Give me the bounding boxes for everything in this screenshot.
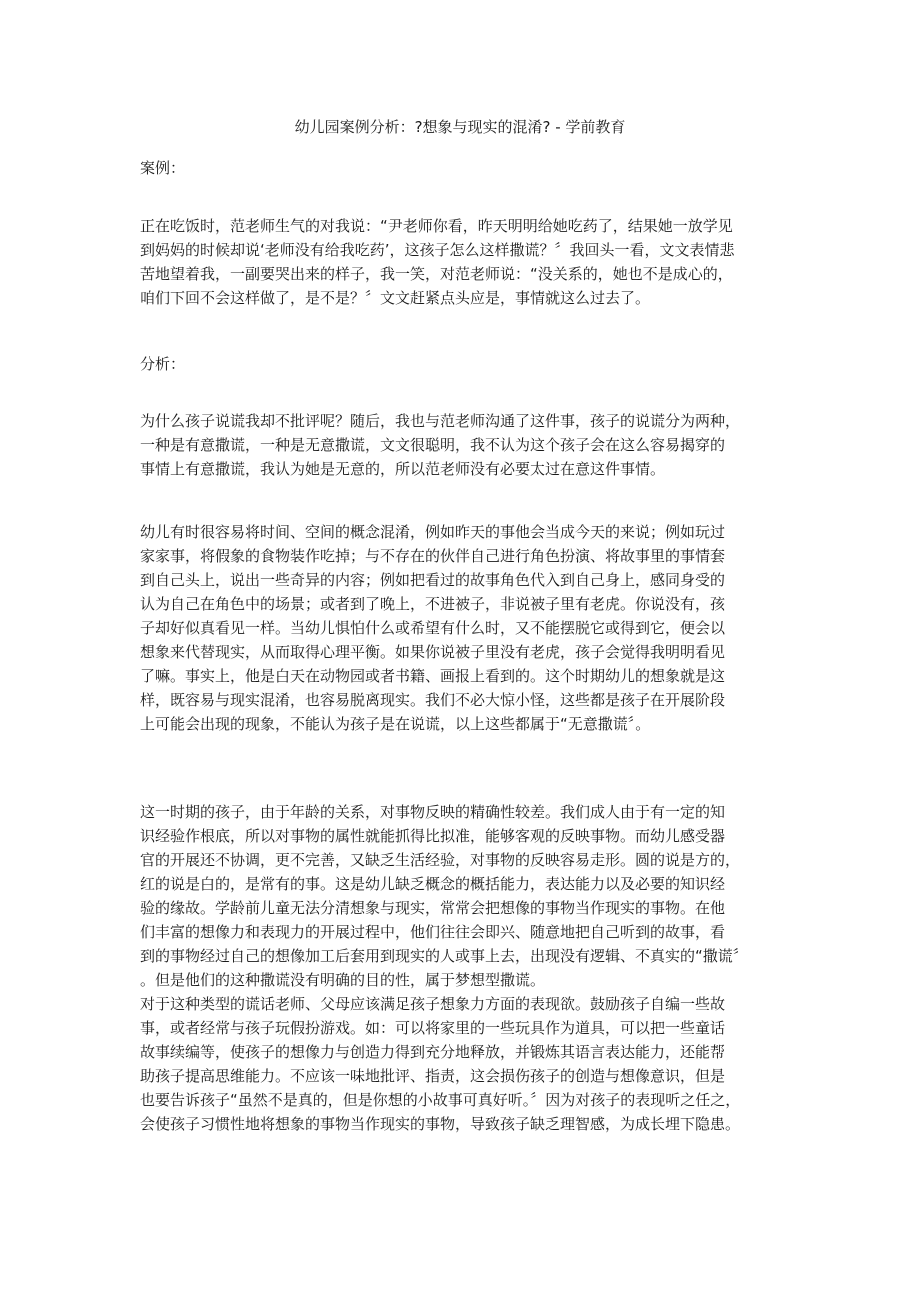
text-line: 想象来代替现实，从而取得心理平衡。如果你说被子里没有老虎，孩子会觉得我明明看见 [140,643,726,661]
text-line: 事情上有意撒谎，我认为她是无意的，所以范老师没有必要太过在意这件事情。 [140,460,666,478]
text-line: 。但是他们的这种撒谎没有明确的目的性，属于梦想型撒谎。 [140,971,546,989]
text-line: 也要告诉孩子“虽然不是真的，但是你想的小故事可真好听。〞因为对孩子的表现听之任之， [140,1091,741,1109]
text-line: 上可能会出现的现象，不能认为孩子是在说谎，以上这些都属于“无意撒谎〞。 [140,715,651,733]
text-line: 苦地望着我，一副要哭出来的样子，我一笑，对范老师说：“没关系的，她也不是成心的， [140,265,733,283]
analysis-heading [140,352,800,376]
text-line: 事，或者经常与孩子玩假扮游戏。如：可以将家里的一些玩具作为道具，可以把一些童话 [140,1019,726,1037]
text-line: 样，既容易与现实混淆，也容易脱离现实。我们不必大惊小怪，这些都是孩子在开展阶段 [140,691,726,709]
analysis-paragraph-3 [140,800,800,1136]
text-line: 到的事物经过自己的想像加工后套用到现实的人或事上去，出现没有逻辑、不真实的“撒谎〞 [140,947,748,965]
document-title: 幼儿园案例分析：?想象与现实的混淆? - 学前教育 [294,118,626,136]
text-line: 识经验作根底，所以对事物的属性就能抓得比拟准，能够客观的反映事物。而幼儿感受器 [140,827,726,845]
text-line: 为什么孩子说谎我却不批评呢？随后，我也与范老师沟通了这件事，孩子的说谎分为两种， [140,412,741,430]
text-line: 红的说是白的，是常有的事。这是幼儿缺乏概念的概括能力，表达能力以及必要的知识经 [140,875,726,893]
analysis-paragraph-1 [140,409,800,481]
text-line: 家家事，将假象的食物装作吃掉；与不存在的伙伴自己进行角色扮演、将故事里的事情套 [140,547,726,565]
text-line: 幼儿有时很容易将时间、空间的概念混淆，例如昨天的事他会当成今天的来说；例如玩过 [140,523,726,541]
text-line: 子却好似真看见一样。当幼儿惧怕什么或希望有什么时，又不能摆脱它或得到它，便会以 [140,619,726,637]
case-heading [140,156,800,180]
text-line: 这一时期的孩子，由于年龄的关系，对事物反映的精确性较差。我们成人由于有一定的知 [140,803,726,821]
text-line: 认为自己在角色中的场景；或者到了晚上，不进被子，非说被子里有老虎。你说没有，孩 [140,595,726,613]
text-line: 们丰富的想像力和表现力的开展过程中，他们往往会即兴、随意地把自己听到的故事，看 [140,923,726,941]
text-line: 会使孩子习惯性地将想象的事物当作现实的事物，导致孩子缺乏理智感，为成长埋下隐患。 [140,1115,741,1133]
text-line: 对于这种类型的谎话老师、父母应该满足孩子想象力方面的表现欲。鼓励孩子自编一些故 [140,995,726,1013]
analysis-paragraph-2 [140,520,800,736]
text-line: 到自己头上，说出一些奇异的内容；例如把看过的故事角色代入到自己身上，感同身受的 [140,571,726,589]
heading-text: 案例： [140,159,186,177]
heading-text: 分析： [140,355,186,373]
text-line: 咱们下回不会这样做了，是不是？〞文文赶紧点头应是，事情就这么过去了。 [140,289,651,307]
text-line: 助孩子提高思维能力。不应该一味地批评、指责，这会损伤孩子的创造与想像意识，但是 [140,1067,726,1085]
text-line: 官的开展还不协调，更不完善，又缺乏生活经验，对事物的反映容易走形。圆的说是方的， [140,851,741,869]
text-line: 一种是有意撒谎，一种是无意撒谎，文文很聪明，我不认为这个孩子会在这么容易揭穿的 [140,436,726,454]
text-line: 到妈妈的时候却说‘老师没有给我吃药’，这孩子怎么这样撒谎？〞我回头一看，文文表情悲 [140,241,735,259]
text-line: 了嘛。事实上，他是白天在动物园或者书籍、画报上看到的。这个时期幼儿的想象就是这 [140,667,726,685]
text-line: 正在吃饭时，范老师生气的对我说：“尹老师你看，昨天明明给她吃药了，结果她一放学见 [140,217,733,235]
case-paragraph [140,214,800,310]
text-line: 故事续编等，使孩子的想像力与创造力得到充分地释放，并锻炼其语言表达能力，还能帮 [140,1043,726,1061]
text-line: 验的缘故。学龄前儿童无法分清想象与现实，常常会把想像的事物当作现实的事物。在他 [140,899,726,917]
